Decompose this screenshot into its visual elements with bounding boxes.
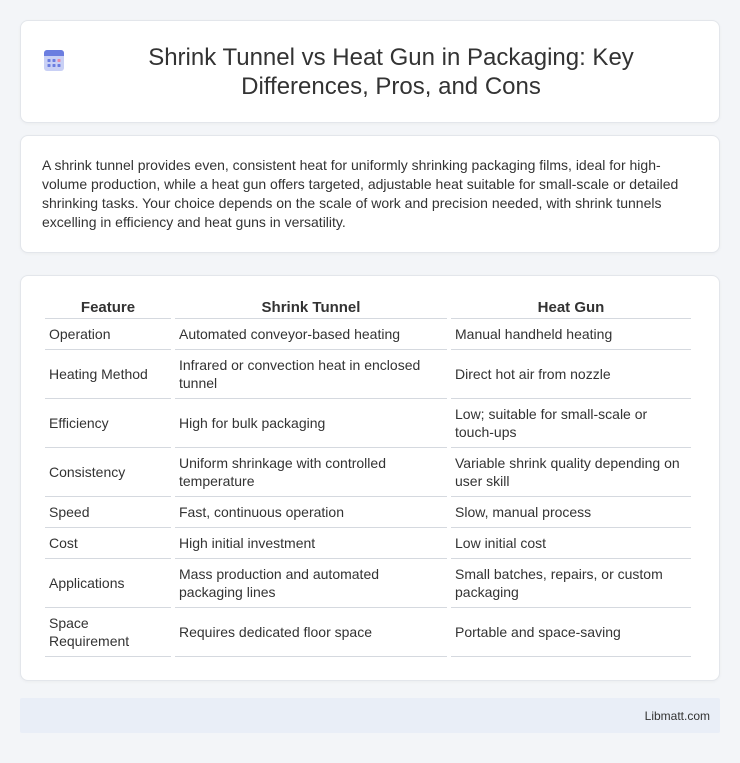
table-row [45,497,691,528]
heat-gun-cell: Direct hot air from nozzle [451,350,691,399]
heat-gun-cell: Low; suitable for small-scale or touch-ups [451,399,691,448]
comparison-table [41,296,695,657]
feature-cell: Speed [45,497,171,528]
title-card [20,20,720,123]
table-header-row [45,296,691,319]
table-row [45,319,691,350]
table-row [45,528,691,559]
feature-cell: Space Requirement [45,608,171,657]
table-row [45,608,691,657]
shrink-tunnel-cell: Uniform shrinkage with controlled temperature [175,448,447,497]
column-header-heat-gun: Heat Gun [451,296,691,319]
shrink-tunnel-cell: High for bulk packaging [175,399,447,448]
feature-cell: Heating Method [45,350,171,399]
shrink-tunnel-cell: Requires dedicated floor space [175,608,447,657]
feature-cell: Consistency [45,448,171,497]
column-header-shrink-tunnel: Shrink Tunnel [175,296,447,319]
table-row [45,559,691,608]
summary-text: A shrink tunnel provides even, consistent heat for uniformly shrinking packaging films, ideal for high-volume production, while a heat gun offers targeted, adjustable heat suitable for small-scale or detailed shrinking tasks. Your choice depends on the scale of work and precision needed, with shrink tunnels excelling in efficiency and heat guns in versatility. [42,157,679,230]
feature-cell: Cost [45,528,171,559]
shrink-tunnel-cell: Fast, continuous operation [175,497,447,528]
feature-cell: Efficiency [45,399,171,448]
heat-gun-cell: Manual handheld heating [451,319,691,350]
table-row [45,399,691,448]
page-title: Shrink Tunnel vs Heat Gun in Packaging: Key Differences, Pros, and Cons [148,43,634,100]
heat-gun-cell: Low initial cost [451,528,691,559]
heat-gun-cell: Variable shrink quality depending on user skill [451,448,691,497]
heat-gun-cell: Portable and space-saving [451,608,691,657]
footer-brand-link[interactable]: Libmatt.com [644,708,710,723]
shrink-tunnel-cell: Mass production and automated packaging lines [175,559,447,608]
shrink-tunnel-cell: Infrared or convection heat in enclosed tunnel [175,350,447,399]
summary-card [20,135,720,253]
comparison-table-card [20,275,720,681]
shrink-tunnel-cell: Automated conveyor-based heating [175,319,447,350]
column-header-feature: Feature [45,296,171,319]
table-row [45,448,691,497]
table-row [45,350,691,399]
feature-cell: Applications [45,559,171,608]
feature-cell: Operation [45,319,171,350]
heat-gun-cell: Slow, manual process [451,497,691,528]
document-icon [41,47,67,73]
shrink-tunnel-cell: High initial investment [175,528,447,559]
heat-gun-cell: Small batches, repairs, or custom packaging [451,559,691,608]
footer [20,698,720,733]
title-wrap [41,43,699,101]
